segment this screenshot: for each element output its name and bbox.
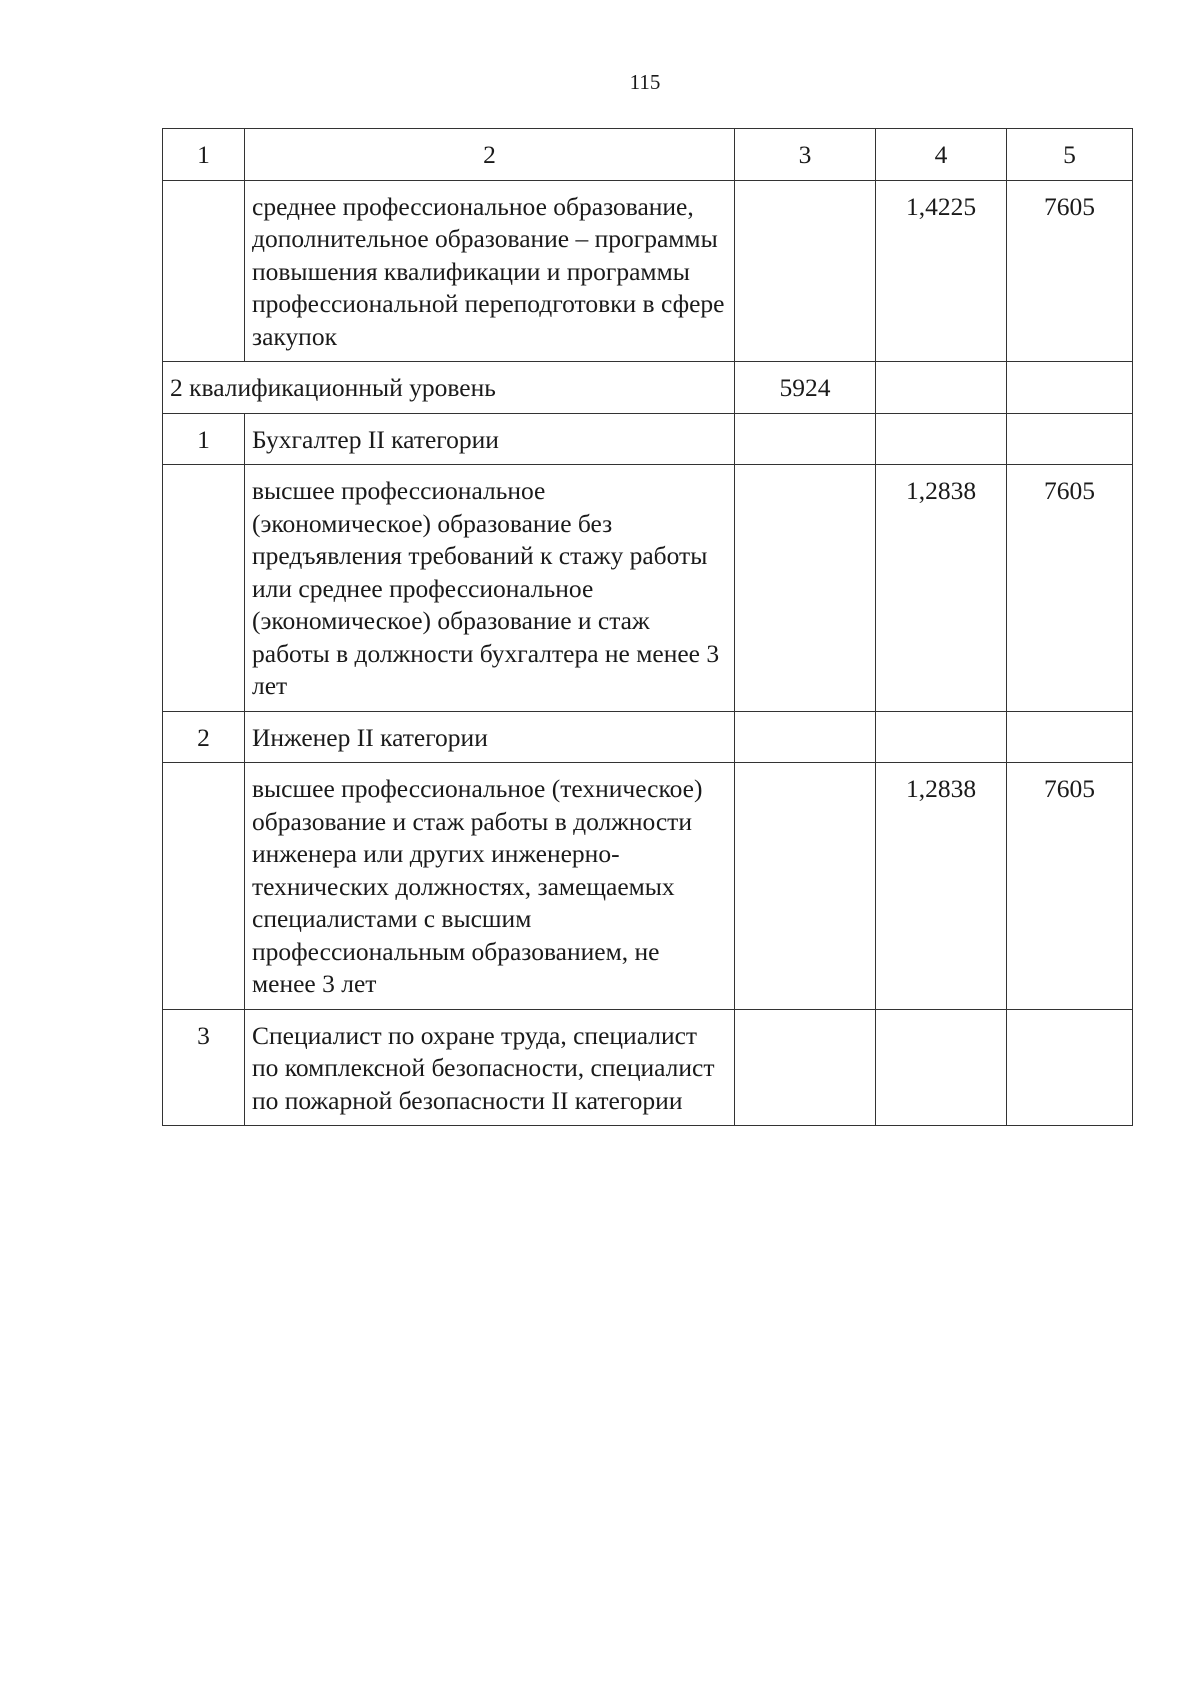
coefficient-cell [876, 413, 1007, 465]
row-number-cell: 1 [163, 413, 245, 465]
base-salary-cell [735, 763, 876, 1010]
qualification-level-cell: 2 квалификационный уровень [163, 362, 735, 414]
header-cell-4: 4 [876, 129, 1007, 181]
base-salary-cell: 5924 [735, 362, 876, 414]
coefficient-cell [876, 711, 1007, 763]
row-number-cell: 2 [163, 711, 245, 763]
table-row [163, 180, 1133, 362]
salary-cell [1007, 1009, 1133, 1126]
base-salary-cell [735, 180, 876, 362]
salary-cell: 7605 [1007, 763, 1133, 1010]
coefficient-cell [876, 1009, 1007, 1126]
table-row [163, 711, 1133, 763]
salary-cell [1007, 711, 1133, 763]
salary-table [162, 128, 1133, 1126]
base-salary-cell [735, 465, 876, 712]
base-salary-cell [735, 413, 876, 465]
group-row [163, 362, 1133, 414]
header-cell-3: 3 [735, 129, 876, 181]
description-cell: среднее профессиональное образование, дополнительное образование – программы повышения квалификации и программы профессиональной переподготовки в сфере закупок [245, 180, 735, 362]
row-number-cell [163, 763, 245, 1010]
coefficient-cell [876, 362, 1007, 414]
table-header-row [163, 129, 1133, 181]
description-cell: высшее профессиональное (техническое) образование и стаж работы в должности инженера или других инженерно-технических должностях, замещаемых специалистами с высшим профессиональным образованием, не менее 3 лет [245, 763, 735, 1010]
table-row [163, 413, 1133, 465]
salary-cell: 7605 [1007, 180, 1133, 362]
header-cell-1: 1 [163, 129, 245, 181]
coefficient-cell: 1,4225 [876, 180, 1007, 362]
row-number-cell [163, 465, 245, 712]
row-number-cell: 3 [163, 1009, 245, 1126]
position-title-cell: Инженер II категории [245, 711, 735, 763]
table-row [163, 763, 1133, 1010]
description-cell: высшее профессиональное (экономическое) образование без предъявления требований к стажу работы или среднее профессиональное (экономическое) образование и стаж работы в должности бухгалтера не менее 3 лет [245, 465, 735, 712]
table-row [163, 1009, 1133, 1126]
salary-cell [1007, 413, 1133, 465]
base-salary-cell [735, 1009, 876, 1126]
coefficient-cell: 1,2838 [876, 763, 1007, 1010]
row-number-cell [163, 180, 245, 362]
table-row [163, 465, 1133, 712]
header-cell-5: 5 [1007, 129, 1133, 181]
header-cell-2: 2 [245, 129, 735, 181]
page-number: 115 [629, 70, 661, 94]
position-title-cell: Бухгалтер II категории [245, 413, 735, 465]
base-salary-cell [735, 711, 876, 763]
salary-cell [1007, 362, 1133, 414]
salary-cell: 7605 [1007, 465, 1133, 712]
coefficient-cell: 1,2838 [876, 465, 1007, 712]
position-title-cell: Специалист по охране труда, специалист по комплексной безопасности, специалист по пожарной безопасности II категории [245, 1009, 735, 1126]
